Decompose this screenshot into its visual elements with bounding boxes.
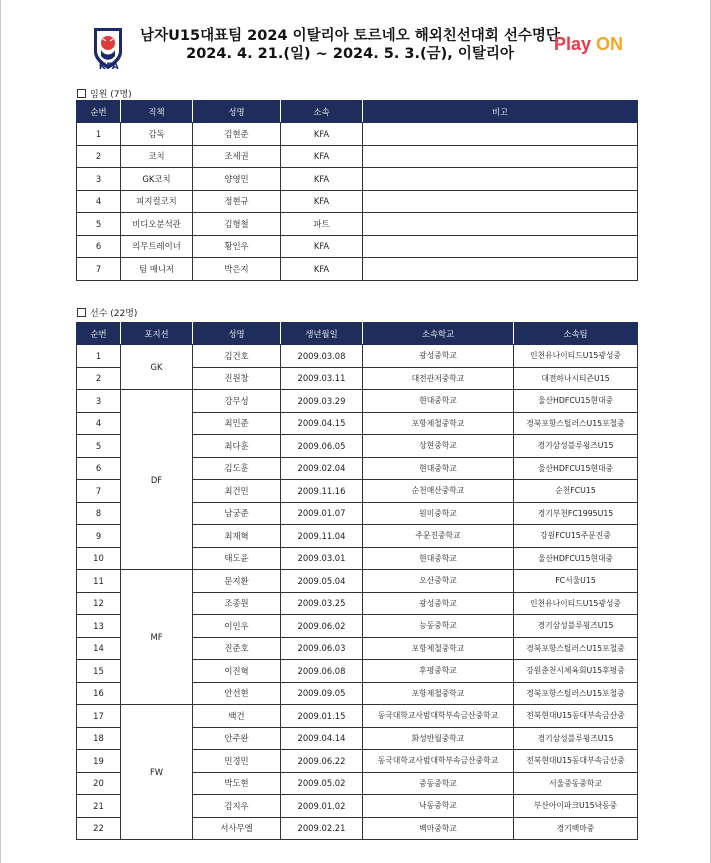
table-row	[77, 235, 638, 258]
table-cell: 4	[77, 412, 121, 435]
table-cell: KFA	[281, 258, 363, 281]
table-cell: 파트	[281, 213, 363, 236]
table-cell: 백건	[193, 705, 281, 728]
table-cell: 포항제철중학교	[363, 412, 514, 435]
table-cell: 울산HDFCU15현대중	[514, 547, 638, 570]
table-cell: 김현준	[193, 123, 281, 146]
players-header-cell: 소속팀	[514, 323, 638, 345]
table-cell: 2009.11.16	[281, 480, 363, 503]
table-cell: 서사무엘	[193, 817, 281, 840]
table-cell: 이인우	[193, 615, 281, 638]
officials-section-label: 임원 (7명)	[90, 90, 132, 100]
table-cell: GK코치	[121, 168, 193, 191]
table-cell: 10	[77, 547, 121, 570]
players-header-cell: 순번	[77, 323, 121, 345]
table-cell: 2009.03.11	[281, 367, 363, 390]
table-cell: 의무트레이너	[121, 235, 193, 258]
position-cell: DF	[121, 390, 193, 570]
table-cell: 15	[77, 660, 121, 683]
table-cell: KFA	[281, 168, 363, 191]
table-cell: 2009.06.02	[281, 615, 363, 638]
table-row	[77, 190, 638, 213]
table-cell: 광성중학교	[363, 345, 514, 368]
table-cell: 광성중학교	[363, 592, 514, 615]
page-title	[140, 27, 560, 63]
table-cell: 2009.03.29	[281, 390, 363, 413]
table-cell: 인천유나이티드U15광성중	[514, 592, 638, 615]
table-cell: 능동중학교	[363, 615, 514, 638]
table-cell: 순천매산중학교	[363, 480, 514, 503]
play-on-logo-part2: ON	[591, 34, 624, 54]
table-cell: 2009.03.01	[281, 547, 363, 570]
table-cell: 14	[77, 637, 121, 660]
play-on-logo	[554, 34, 623, 55]
table-cell: 강무성	[193, 390, 281, 413]
table-cell: 11	[77, 570, 121, 593]
table-cell: 7	[77, 258, 121, 281]
table-cell: 3	[77, 168, 121, 191]
table-cell: 22	[77, 817, 121, 840]
players-header-cell: 포지션	[121, 323, 193, 345]
table-cell: 20	[77, 772, 121, 795]
table-cell: 조종원	[193, 592, 281, 615]
table-cell: 경기삼성블루윙즈U15	[514, 615, 638, 638]
table-cell: 현대중학교	[363, 547, 514, 570]
table-cell: 박은지	[193, 258, 281, 281]
table-row	[77, 168, 638, 191]
table-cell: 2009.03.08	[281, 345, 363, 368]
table-cell: 강원FCU15주문진중	[514, 525, 638, 548]
table-cell: KFA	[281, 123, 363, 146]
table-cell: 최다훈	[193, 435, 281, 458]
table-cell: FC서울U15	[514, 570, 638, 593]
officials-header-cell: 비고	[363, 101, 638, 123]
table-row	[77, 258, 638, 281]
table-row	[77, 145, 638, 168]
table-cell: 7	[77, 480, 121, 503]
table-cell: 포항제철중학교	[363, 637, 514, 660]
table-cell: 후평중학교	[363, 660, 514, 683]
table-cell: 2009.05.04	[281, 570, 363, 593]
table-cell: 정현규	[193, 190, 281, 213]
table-cell: 부산아이파크U15낙동중	[514, 795, 638, 818]
officials-header-cell: 소속	[281, 101, 363, 123]
checkbox-square-icon	[77, 308, 86, 317]
table-cell: 1	[77, 345, 121, 368]
table-cell: 팀 매니저	[121, 258, 193, 281]
table-cell: 2009.02.04	[281, 457, 363, 480]
table-cell: 경북포항스틸러스U15포철중	[514, 637, 638, 660]
table-cell: 화성반월중학교	[363, 727, 514, 750]
table-cell: 3	[77, 390, 121, 413]
table-cell: 2009.04.14	[281, 727, 363, 750]
checkbox-square-icon	[77, 89, 86, 98]
table-cell	[363, 258, 638, 281]
table-cell: 대전하나시티즌U15	[514, 367, 638, 390]
table-cell: 6	[77, 457, 121, 480]
table-cell: 경기백마중	[514, 817, 638, 840]
table-cell: 경기삼성블루윙즈U15	[514, 727, 638, 750]
title-line-1: 남자U15대표팀 2024 이탈리아 토르네오 해외친선대회 선수명단	[140, 28, 560, 44]
table-cell	[363, 213, 638, 236]
table-cell: 16	[77, 682, 121, 705]
table-cell: 2009.01.07	[281, 502, 363, 525]
table-cell: 5	[77, 213, 121, 236]
table-cell: 동국대학교사범대학부속금산중학교	[363, 750, 514, 773]
table-cell: 19	[77, 750, 121, 773]
table-cell: 울산HDFCU15현대중	[514, 457, 638, 480]
officials-header-cell: 직책	[121, 101, 193, 123]
table-cell: 전북현대U15동대부속금산중	[514, 705, 638, 728]
play-on-logo-part1: Play	[554, 34, 592, 54]
table-cell: 황인우	[193, 235, 281, 258]
table-cell: 2009.02.21	[281, 817, 363, 840]
table-cell: 인천유나이티드U15광성중	[514, 345, 638, 368]
table-cell: 현대중학교	[363, 457, 514, 480]
table-row	[77, 390, 638, 413]
players-section-title	[77, 306, 137, 319]
position-cell: MF	[121, 570, 193, 705]
players-table	[76, 322, 638, 840]
title-line-2: 2024. 4. 21.(일) ~ 2024. 5. 3.(금), 이탈리아	[186, 46, 514, 62]
table-cell: 안선현	[193, 682, 281, 705]
table-cell: 6	[77, 235, 121, 258]
table-cell: KFA	[281, 235, 363, 258]
table-cell	[363, 123, 638, 146]
table-cell: 대전관저중학교	[363, 367, 514, 390]
table-cell: 18	[77, 727, 121, 750]
table-cell: 피지컬코치	[121, 190, 193, 213]
table-cell: 21	[77, 795, 121, 818]
players-section-label: 선수 (22명)	[90, 309, 138, 319]
table-cell: 백마중학교	[363, 817, 514, 840]
table-cell: 2009.09.05	[281, 682, 363, 705]
table-row	[77, 123, 638, 146]
table-cell: 전북현대U15동대부속금산중	[514, 750, 638, 773]
table-cell: 2009.06.05	[281, 435, 363, 458]
table-cell: 진준호	[193, 637, 281, 660]
officials-table	[76, 100, 638, 281]
table-cell: 주문진중학교	[363, 525, 514, 548]
table-cell: 경북포항스틸러스U15포철중	[514, 412, 638, 435]
table-cell: 양영민	[193, 168, 281, 191]
table-cell: 현대중학교	[363, 390, 514, 413]
officials-section-title	[77, 87, 132, 100]
table-cell: 이진혁	[193, 660, 281, 683]
table-row	[77, 705, 638, 728]
table-cell: 12	[77, 592, 121, 615]
table-cell: 최민준	[193, 412, 281, 435]
table-cell: 1	[77, 123, 121, 146]
players-header-cell: 생년월일	[281, 323, 363, 345]
table-cell: 포항제철중학교	[363, 682, 514, 705]
table-cell: 최건민	[193, 480, 281, 503]
table-cell: KFA	[281, 190, 363, 213]
table-row	[77, 570, 638, 593]
table-cell: 조세권	[193, 145, 281, 168]
table-cell: 17	[77, 705, 121, 728]
table-cell: 2	[77, 145, 121, 168]
table-row	[77, 345, 638, 368]
officials-header-cell: 성명	[193, 101, 281, 123]
table-cell: 김형철	[193, 213, 281, 236]
table-cell: 김건호	[193, 345, 281, 368]
page-border-left	[0, 0, 1, 863]
table-cell: 5	[77, 435, 121, 458]
players-header-cell: 성명	[193, 323, 281, 345]
table-cell: 오산중학교	[363, 570, 514, 593]
logo-text: KFA	[98, 62, 120, 72]
table-cell: 원미중학교	[363, 502, 514, 525]
table-cell	[363, 168, 638, 191]
table-cell: 비디오분석관	[121, 213, 193, 236]
table-cell	[363, 145, 638, 168]
table-cell: 감독	[121, 123, 193, 146]
table-cell: 최재혁	[193, 525, 281, 548]
table-cell: 4	[77, 190, 121, 213]
players-header-cell: 소속학교	[363, 323, 514, 345]
officials-header-cell: 순번	[77, 101, 121, 123]
table-cell: 코치	[121, 145, 193, 168]
table-cell: 안주완	[193, 727, 281, 750]
table-cell: 김도훈	[193, 457, 281, 480]
table-cell: 낙동중학교	[363, 795, 514, 818]
table-cell: 강원춘천시체육회U15후평중	[514, 660, 638, 683]
table-cell: 13	[77, 615, 121, 638]
position-cell: GK	[121, 345, 193, 390]
table-cell: 서울중동중학교	[514, 772, 638, 795]
table-cell: 경기부천FC1995U15	[514, 502, 638, 525]
table-cell	[363, 190, 638, 213]
table-cell: 중동중학교	[363, 772, 514, 795]
table-cell: 경기삼성블루윙즈U15	[514, 435, 638, 458]
table-cell: 민경민	[193, 750, 281, 773]
table-cell: 9	[77, 525, 121, 548]
table-cell: 2009.05.02	[281, 772, 363, 795]
position-cell: FW	[121, 705, 193, 840]
table-cell: 2009.06.22	[281, 750, 363, 773]
table-cell: 상현중학교	[363, 435, 514, 458]
table-cell	[363, 235, 638, 258]
table-cell: 울산HDFCU15현대중	[514, 390, 638, 413]
table-cell: KFA	[281, 145, 363, 168]
table-cell: 문지환	[193, 570, 281, 593]
table-cell: 동국대학교사범대학부속금산중학교	[363, 705, 514, 728]
table-cell: 김지우	[193, 795, 281, 818]
table-cell: 2009.04.15	[281, 412, 363, 435]
table-cell: 남궁준	[193, 502, 281, 525]
table-cell: 2	[77, 367, 121, 390]
table-cell: 경북포항스틸러스U15포철중	[514, 682, 638, 705]
table-cell: 2009.03.25	[281, 592, 363, 615]
table-cell: 2009.01.02	[281, 795, 363, 818]
table-cell: 2009.06.03	[281, 637, 363, 660]
table-cell: 2009.11.04	[281, 525, 363, 548]
table-cell: 태도윤	[193, 547, 281, 570]
table-cell: 순천FCU15	[514, 480, 638, 503]
table-cell: 8	[77, 502, 121, 525]
table-cell: 박도현	[193, 772, 281, 795]
table-cell: 2009.01.15	[281, 705, 363, 728]
table-cell: 2009.06.08	[281, 660, 363, 683]
table-cell: 진원창	[193, 367, 281, 390]
table-row	[77, 213, 638, 236]
